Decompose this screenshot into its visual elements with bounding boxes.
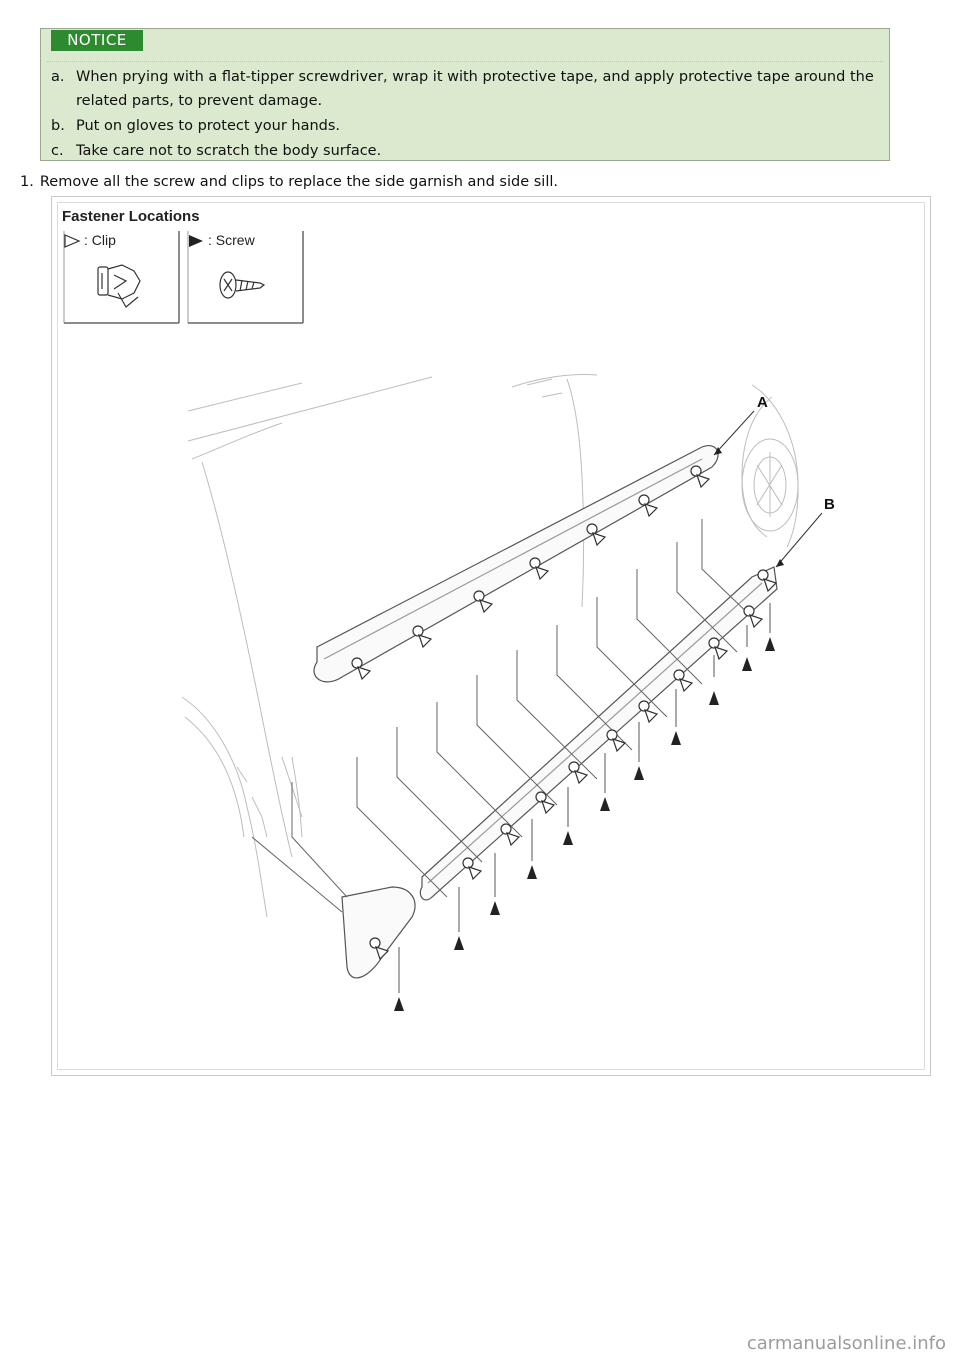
notice-item-c xyxy=(51,139,875,163)
screw-marker xyxy=(490,853,500,915)
notice-item-a xyxy=(51,65,875,113)
screw-symbol-icon xyxy=(189,235,203,247)
screw-marker xyxy=(454,887,464,950)
screw-marker xyxy=(527,819,537,879)
callout-a xyxy=(714,394,768,455)
notice-list xyxy=(51,65,875,164)
screw-marker xyxy=(563,787,573,845)
figure-frame xyxy=(51,196,931,1076)
watermark-text: carmanualsonline.info xyxy=(746,1333,946,1354)
notice-item-marker: a. xyxy=(51,69,65,85)
screw-marker xyxy=(765,603,775,651)
callout-b xyxy=(776,496,835,567)
step-text: Remove all the screw and clips to replace the side garnish and side sill. xyxy=(39,174,558,190)
clip-symbol-icon xyxy=(65,235,79,247)
legend-screw-label: : Screw xyxy=(208,232,255,248)
clip-marker xyxy=(413,626,431,647)
fastener-diagram xyxy=(52,197,932,1077)
notice-item-text: Take care not to scratch the body surface. xyxy=(76,143,382,159)
screw-marker xyxy=(634,722,644,780)
clip-marker xyxy=(501,824,519,845)
notice-divider xyxy=(47,61,883,62)
side-garnish xyxy=(314,446,718,682)
callout-label-b: B xyxy=(824,496,835,513)
notice-item-b xyxy=(51,114,875,138)
screw-marker xyxy=(394,947,404,1011)
notice-item-marker: c. xyxy=(51,143,64,159)
notice-item-text: When prying with a flat-tipper screwdriver, wrap it with protective tape, and apply protective tape around the related parts, to prevent damage. xyxy=(76,69,874,109)
screw-icon xyxy=(220,272,264,298)
step-number: 1. xyxy=(20,174,34,190)
legend-clip-panel xyxy=(64,231,179,323)
legend-screw-panel xyxy=(188,231,303,323)
callout-label-a: A xyxy=(757,394,768,411)
clip-icon xyxy=(98,265,140,307)
clip-marker xyxy=(709,638,727,659)
figure-title: Fastener Locations xyxy=(62,208,200,225)
screw-marker xyxy=(600,753,610,811)
legend-clip-label: : Clip xyxy=(84,232,116,248)
screw-marker xyxy=(671,689,681,745)
notice-item-marker: b. xyxy=(51,118,65,134)
clip-marker xyxy=(463,858,481,879)
screw-marker xyxy=(742,625,752,671)
clip-marker xyxy=(474,591,492,612)
notice-box xyxy=(40,28,890,161)
sill-screws xyxy=(394,603,775,1011)
notice-item-text: Put on gloves to protect your hands. xyxy=(76,118,341,134)
procedure-step xyxy=(20,172,558,192)
clip-marker xyxy=(674,670,692,691)
screw-marker xyxy=(709,655,719,705)
notice-badge: NOTICE xyxy=(51,30,143,51)
